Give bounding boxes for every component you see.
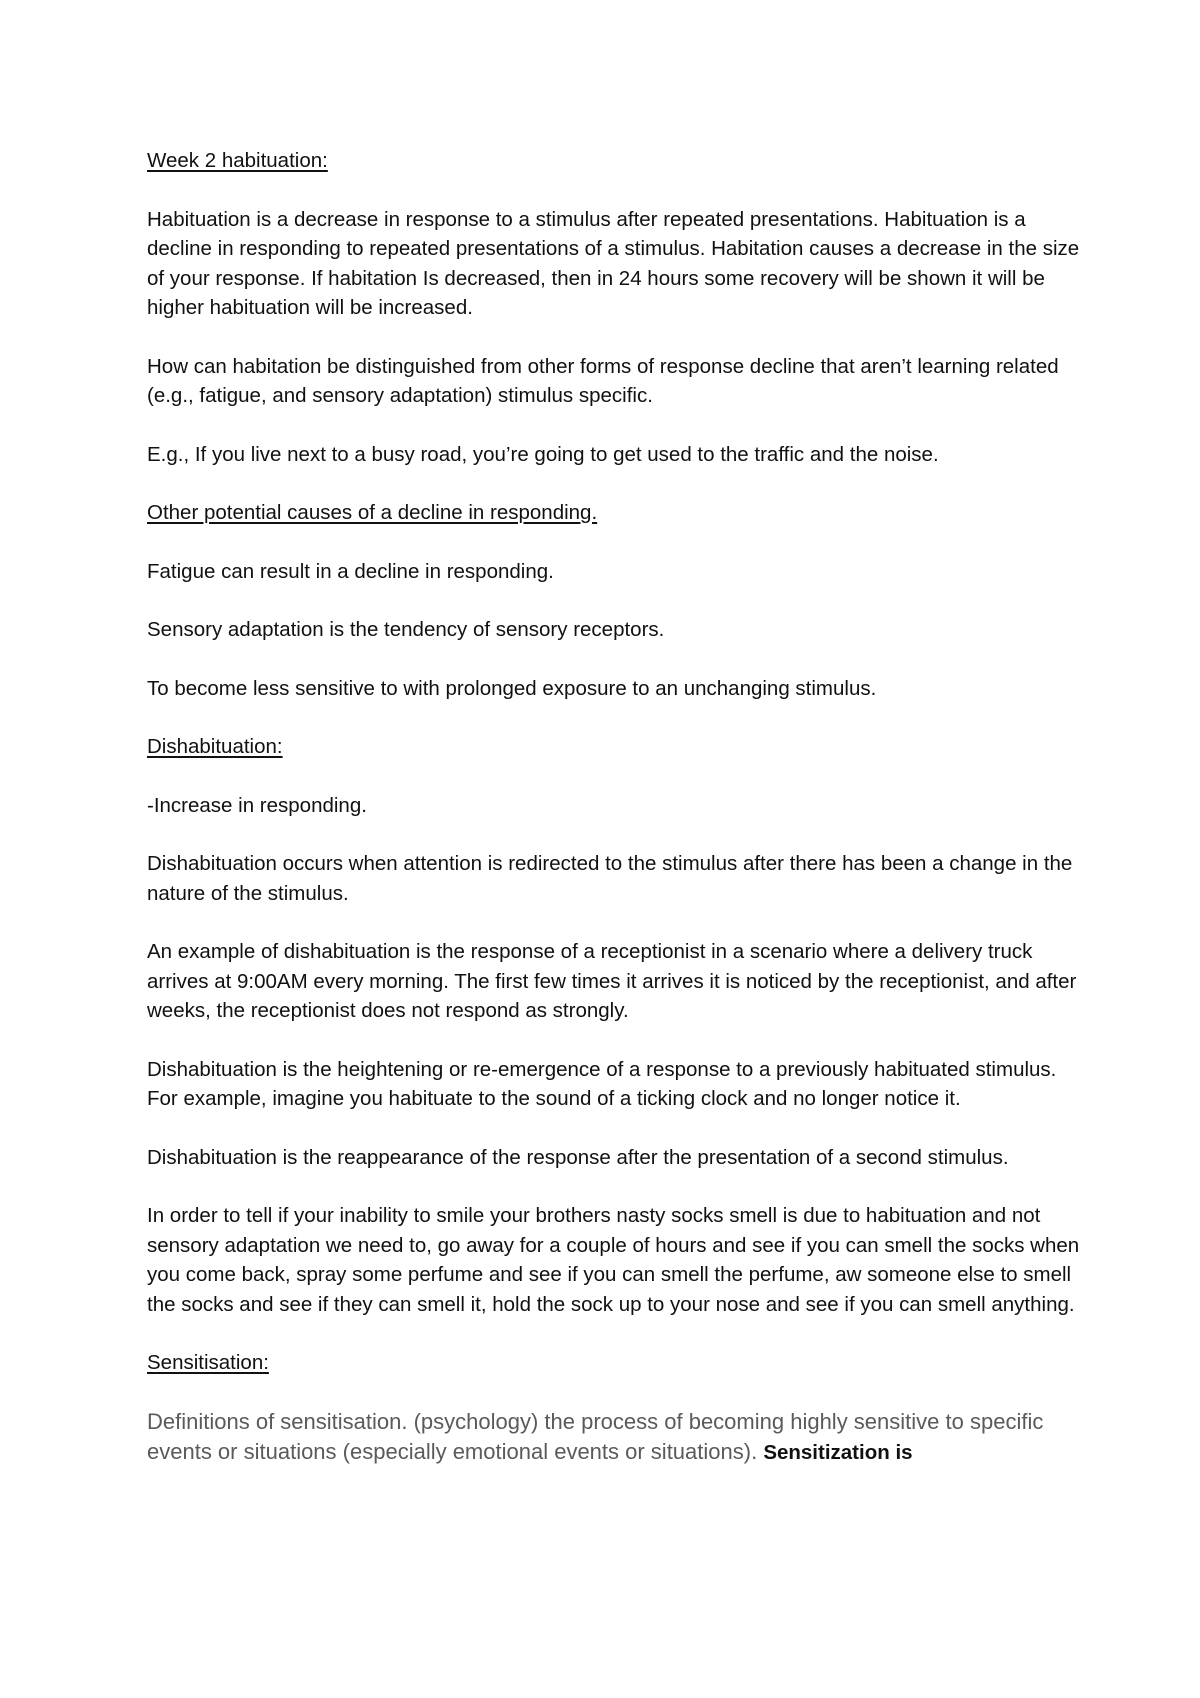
heading-dishabituation: Dishabituation: [147, 735, 283, 758]
paragraph-socks-example: In order to tell if your inability to smile your brothers nasty socks smell is due to habituation and not sensory adaptation we need to, go away for a couple of hours and see if you can smell the socks when you come back, spray some perfume and see if you can smell the perfume, aw someone else to smell the socks and see if they can smell it, hold the sock up to your nose and see if you can smell anything. [147, 1204, 1080, 1316]
sensitisation-definition-text: Definitions of sensitisation. (psychology) the process of becoming highly sensitive to specific events or situations (especially emotional events or situations). [147, 1408, 1044, 1464]
paragraph-fatigue: Fatigue can result in a decline in responding. [147, 559, 554, 583]
paragraph-receptionist-example: An example of dishabituation is the response of a receptionist in a scenario where a delivery truck arrives at 9:00AM every morning. The first few times it arrives it is noticed by the receptionist, and after weeks, the receptionist does not respond as strongly. [147, 940, 1077, 1022]
document-body [147, 146, 1087, 1497]
paragraph-habituation-definition: Habituation is a decrease in response to a stimulus after repeated presentations. Habituation is a decline in responding to repeated presentations of a stimulus. Habitation causes a decrease in the size of your response. If habitation Is decreased, then in 24 hours some recovery will be shown it will be higher habituation will be increased. [147, 207, 1080, 319]
heading-sensitisation: Sensitisation: [147, 1351, 269, 1374]
paragraph-less-sensitive: To become less sensitive to with prolonged exposure to an unchanging stimulus. [147, 676, 877, 700]
paragraph-second-stimulus: Dishabituation is the reappearance of the response after the presentation of a second stimulus. [147, 1145, 1009, 1169]
paragraph-sensory-adaptation: Sensory adaptation is the tendency of sensory receptors. [147, 618, 665, 641]
paragraph-busy-road-example: E.g., If you live next to a busy road, you’re going to get used to the traffic and the noise. [147, 442, 939, 466]
paragraph-distinguish-habituation: How can habitation be distinguished from other forms of response decline that aren’t learning related (e.g., fatigue, and sensory adaptation) stimulus specific. [147, 354, 1059, 407]
paragraph-ticking-clock: Dishabituation is the heightening or re-emergence of a response to a previously habituated stimulus. For example, imagine you habituate to the sound of a ticking clock and no longer notice it. [147, 1057, 1057, 1110]
sensitization-bold-text: Sensitization is [763, 1441, 913, 1464]
paragraph-increase-responding: -Increase in responding. [147, 793, 367, 817]
heading-other-causes: Other potential causes of a decline in responding. [147, 501, 598, 524]
paragraph-sensitisation-definition [147, 1407, 1087, 1468]
document-title: Week 2 habituation: [147, 149, 328, 172]
paragraph-dishabituation-attention: Dishabituation occurs when attention is redirected to the stimulus after there has been a change in the nature of the stimulus. [147, 852, 1073, 905]
